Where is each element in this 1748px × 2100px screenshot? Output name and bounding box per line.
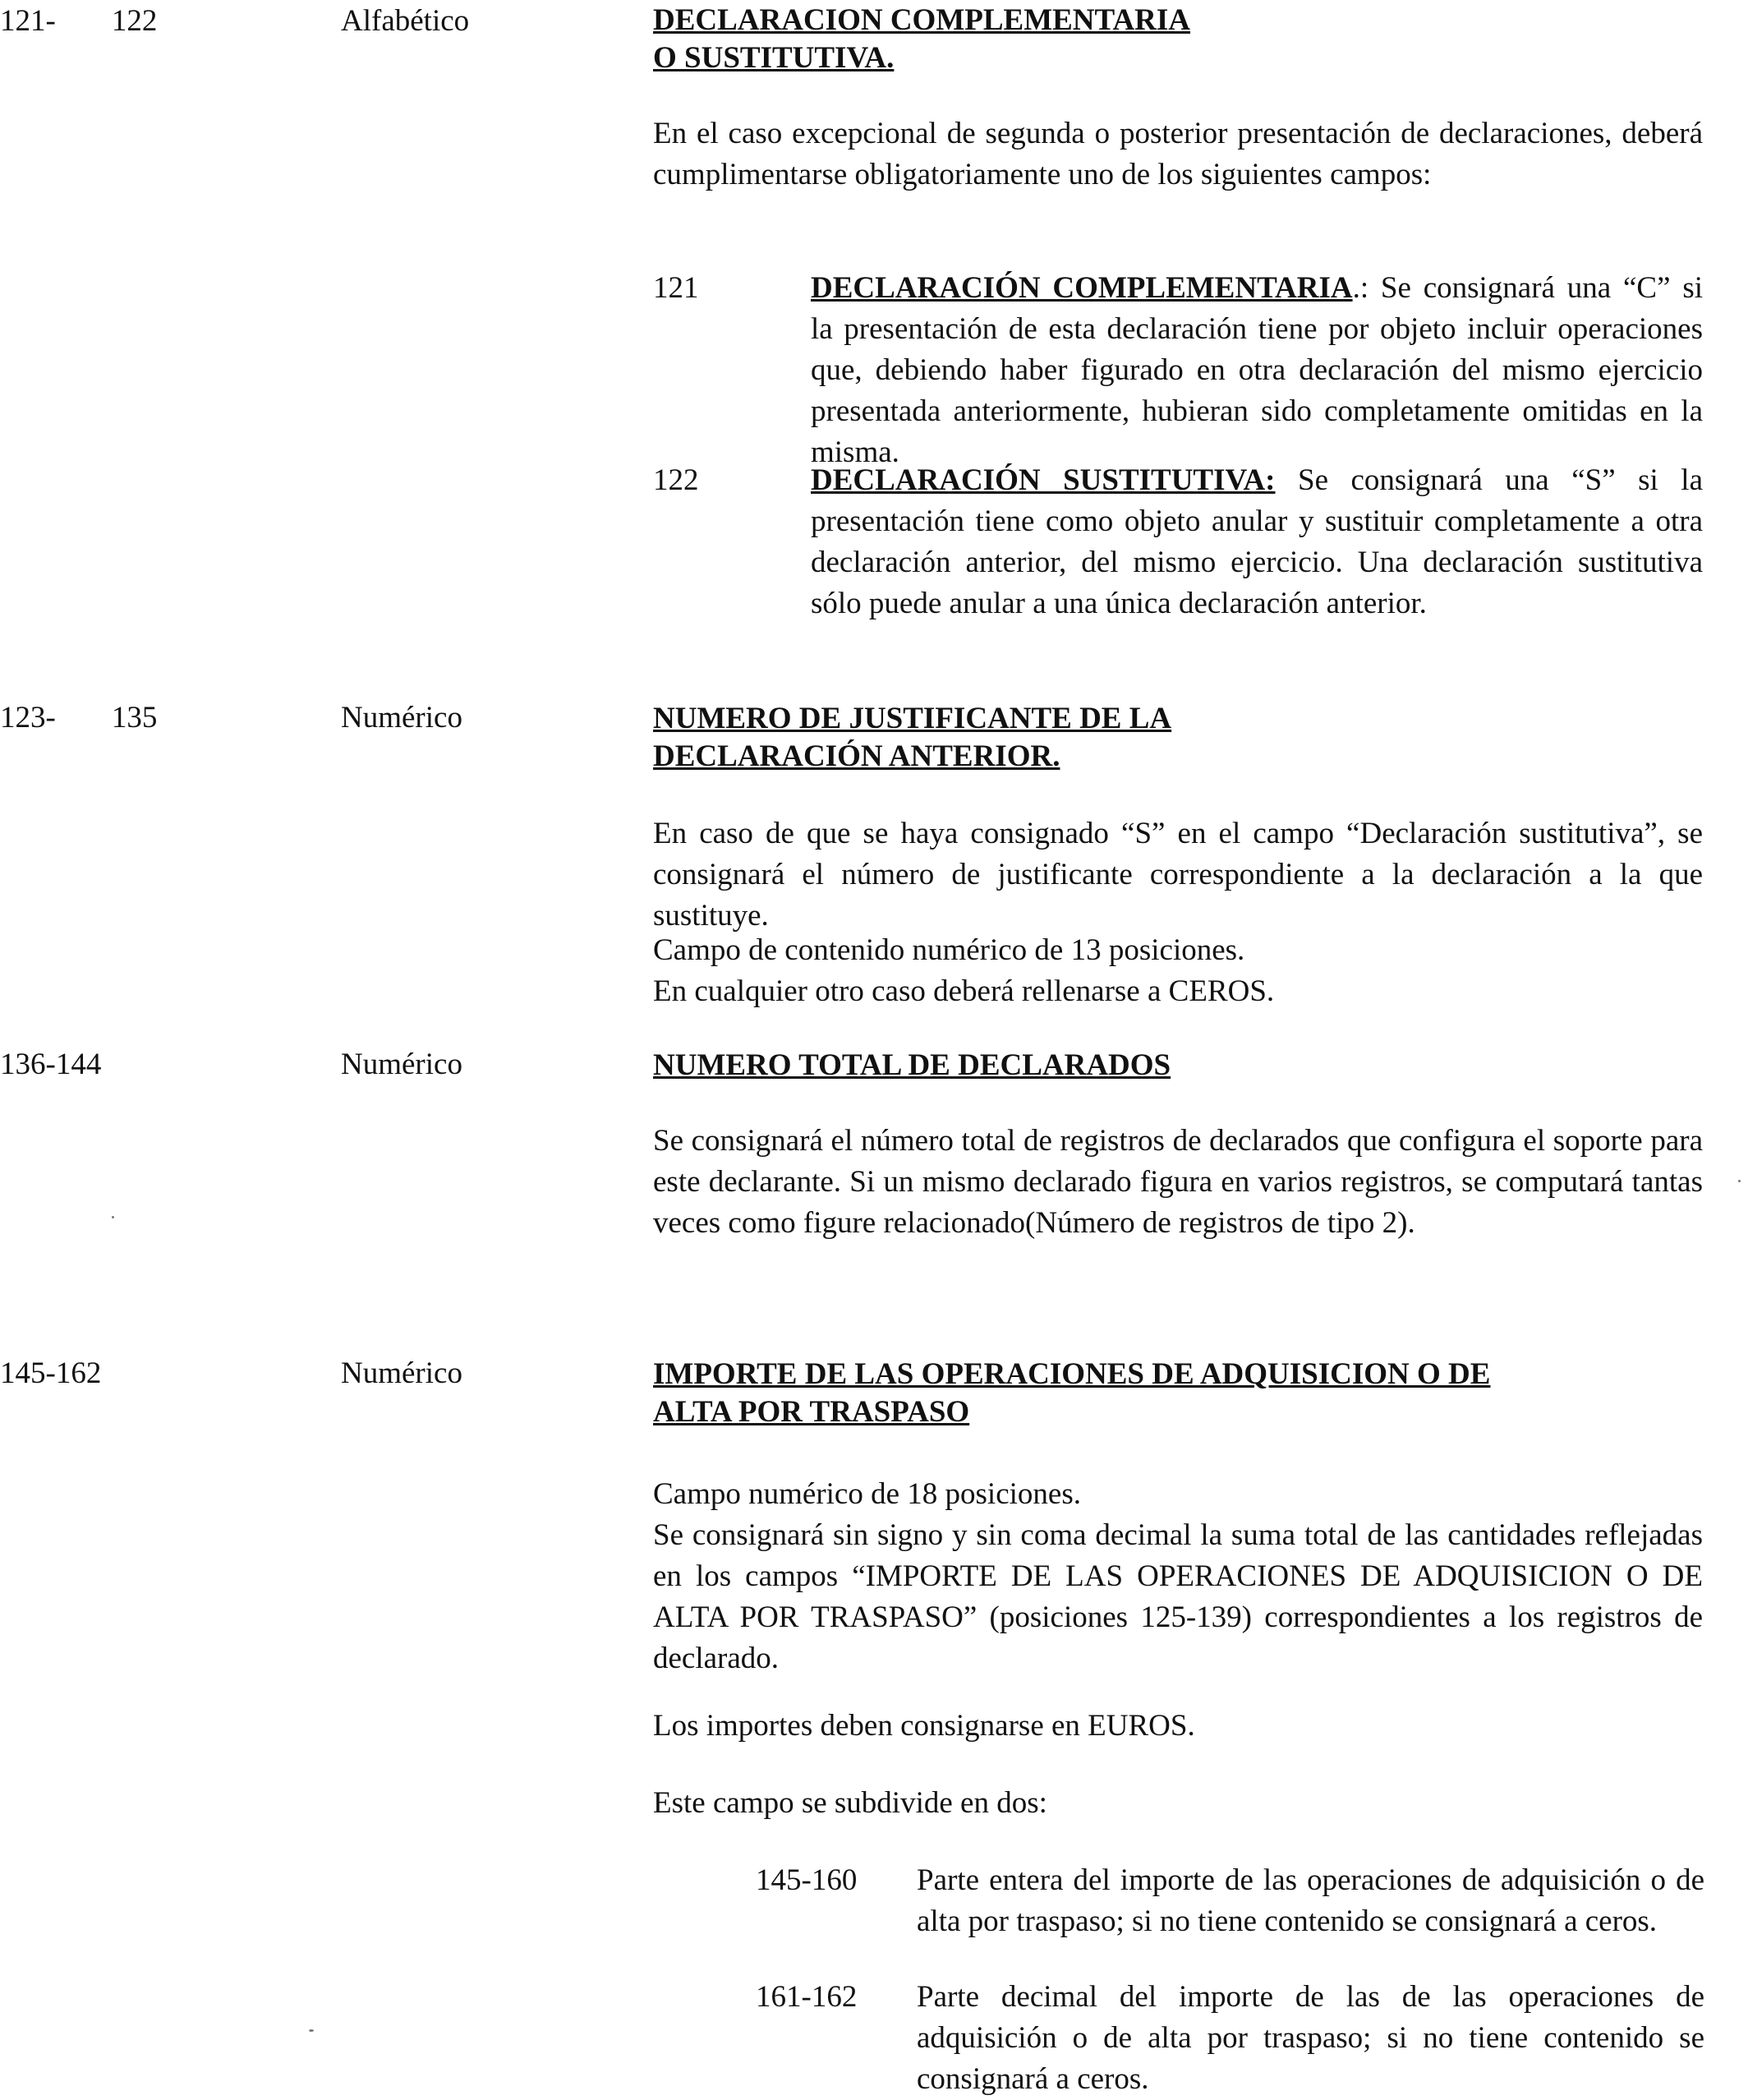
paragraph: Se consignará el número total de registros de declarados que configura el soporte para este declarante. Si un mismo declarado figura en varios registros, se computará tantas veces como figure relacionado(Número de registros de tipo 2). [653,1124,1703,1240]
subfield-text: Parte decimal del importe de las de las operaciones de adquisición o de alta por traspaso; si no tiene contenido se consignará a ceros. [917,1980,1704,2096]
heading-line: NUMERO DE JUSTIFICANTE DE LA [653,702,1172,735]
subitem-number: 121 [653,271,699,305]
heading-line: IMPORTE DE LAS OPERACIONES DE ADQUISICION O DE [653,1357,1491,1391]
scan-speck [1738,1180,1741,1182]
subfield-text: Parte entera del importe de las operaciones de adquisición o de alta por traspaso; si no tiene contenido se consignará a ceros. [917,1863,1704,1938]
field-positions [0,1047,101,1082]
field-heading [653,1047,1721,1085]
field-heading [653,1356,1737,1431]
position-start: 136-144 [0,1048,102,1081]
paragraph: Campo numérico de 18 posiciones. [653,1477,1081,1511]
field-positions [0,1356,101,1391]
field-positions [0,3,157,39]
position-end: 135 [111,701,158,735]
heading-line: DECLARACION COMPLEMENTARIA [653,3,1191,37]
scan-speck [309,2029,314,2032]
field-type: Numérico [341,1048,462,1081]
position-end: 122 [111,4,158,38]
position-start: 123- [0,701,56,735]
paragraph: Este campo se subdivide en dos: [653,1786,1047,1820]
heading-line: NUMERO TOTAL DE DECLARADOS [653,1048,1171,1082]
subitem-title: DECLARACIÓN COMPLEMENTARIA [811,271,1353,305]
subitem-text [811,268,1703,473]
subitem-text [811,460,1703,624]
paragraph: Los importes deben consignarse en EUROS. [653,1709,1195,1743]
subfield [756,1860,1704,1983]
subfield-range: 161-162 [756,1980,858,2014]
heading-line: O SUSTITUTIVA. [653,41,895,75]
heading-line: DECLARACIÓN ANTERIOR. [653,739,1060,773]
field-positions [0,700,157,735]
scan-speck [112,1216,114,1218]
subitem [653,268,1703,469]
subitem-body: Se consignará una “S” si la presentación tiene como objeto anular y sustituir completamente a otra declaración anterior, del mismo ejercicio. Una declaración sustitutiva sólo puede anular a una única declaración anterior. [811,463,1703,620]
subitem [653,460,1703,665]
field-type: Numérico [341,701,462,735]
heading-line: ALTA POR TRASPASO [653,1395,970,1429]
subfield [756,1977,1704,2100]
field-heading [653,700,1721,776]
subitem-body: .: Se consignará una “C” si la presentación de esta declaración tiene por objeto incluir operaciones que, debiendo haber figurado en otra declaración del mismo ejercicio presentada anteriormente, hubieran sido completamente omitidas en la misma. [811,271,1703,469]
position-start: 121- [0,4,56,38]
field-type: Alfabético [341,4,470,38]
field-heading [653,2,1721,77]
position-start: 145-162 [0,1356,102,1390]
paragraph: En cualquier otro caso deberá rellenarse a CEROS. [653,974,1275,1008]
paragraph: En caso de que se haya consignado “S” en el campo “Declaración sustitutiva”, se consignará el número de justificante correspondiente a la declaración a la que sustituye. [653,817,1703,933]
paragraph: En el caso excepcional de segunda o posterior presentación de declaraciones, deberá cumplimentarse obligatoriamente uno de los siguientes campos: [653,117,1703,191]
subitem-number: 122 [653,463,699,497]
paragraph: Campo de contenido numérico de 13 posiciones. [653,933,1245,967]
paragraph: Se consignará sin signo y sin coma decimal la suma total de las cantidades reflejadas en los campos “IMPORTE DE LAS OPERACIONES DE ADQUISICION O DE ALTA POR TRASPASO” (posiciones 125-139) correspondientes a los registros de declarado. [653,1518,1703,1675]
subitem-title: DECLARACIÓN SUSTITUTIVA: [811,463,1276,497]
subfield-range: 145-160 [756,1863,858,1897]
field-type: Numérico [341,1356,462,1390]
